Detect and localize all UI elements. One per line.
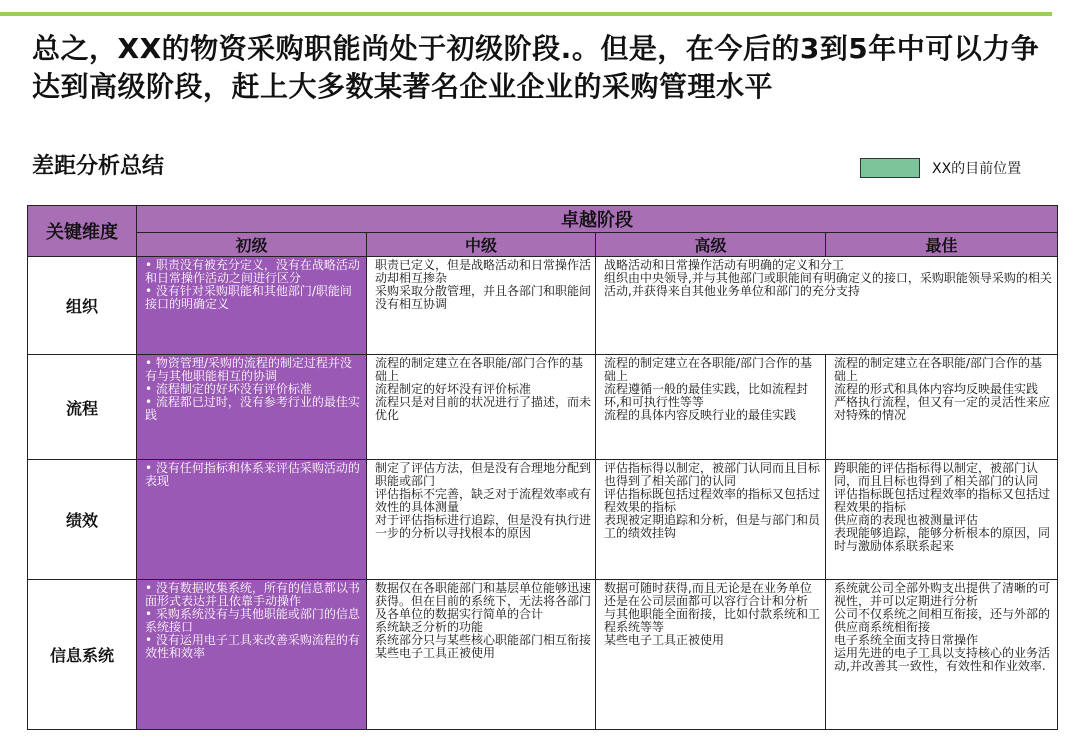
gap-analysis-table xyxy=(27,205,1058,730)
top-accent-line xyxy=(0,12,1052,16)
header-excellence-stage: 卓越阶段 xyxy=(137,206,1058,233)
cell-basic: • 没有任何指标和体系来评估采购活动的表现 xyxy=(137,460,367,580)
table-row-performance xyxy=(28,460,1058,580)
dimension-label: 绩效 xyxy=(28,460,137,580)
header-key-dimension: 关键维度 xyxy=(28,206,137,257)
dimension-label: 流程 xyxy=(28,355,137,460)
header-stage-basic: 初级 xyxy=(137,233,367,257)
cell-best: 系统就公司全部外购支出提供了清晰的可视性，并可以定期进行分析 公司不仅系统之间相互衔接，还与外部的供应商系统相衔接 电子系统全面支持日常操作 运用先进的电子工具以支持核心的业务活动,并改善其一致性，有效性和作业效率. xyxy=(826,580,1058,730)
cell-advanced: 评估指标得以制定，被部门认同而且目标也得到了相关部门的认同 评估指标既包括过程效率的指标又包括过程效果的指标 表现被定期追踪和分析，但是与部门和员工的绩效挂钩 xyxy=(596,460,826,580)
cell-advanced-best: 战略活动和日常操作活动有明确的定义和分工 组织由中央领导,并与其他部门或职能间有明确定义的接口，采购职能领导采购的相关活动,并获得来自其他业务单位和部门的充分支持 xyxy=(596,257,1058,355)
table-row-process xyxy=(28,355,1058,460)
dimension-label: 组织 xyxy=(28,257,137,355)
cell-intermediate: 制定了评估方法，但是没有合理地分配到职能或部门 评估指标不完善，缺乏对于流程效率或有效性的具体测量 对于评估指标进行追踪，但是没有执行进一步的分析以寻找根本的原因 xyxy=(367,460,596,580)
cell-intermediate: 流程的制定建立在各职能/部门合作的基础上 流程制定的好坏没有评价标准 流程只是对目前的状况进行了描述，而未优化 xyxy=(367,355,596,460)
page-subtitle: 差距分析总结 xyxy=(32,154,165,179)
cell-intermediate: 职责已定义，但是战略活动和日常操作活动却相互掺杂 采购采取分散管理，并且各部门和职能间没有相互协调 xyxy=(367,257,596,355)
cell-intermediate: 数据仅在各职能部门和基层单位能够迅速获得。但在目前的系统下，无法将各部门及各单位的数据实行简单的合计 系统缺乏分析的功能 系统部分只与某些核心职能部门相互衔接 某些电子工具正被使用 xyxy=(367,580,596,730)
page-title: 总之，XX的物资采购职能尚处于初级阶段.。但是，在今后的3到5年中可以力争达到高级阶段，赶上大多数某著名企业企业的采购管理水平 xyxy=(32,32,1040,103)
header-stage-intermediate: 中级 xyxy=(367,233,596,257)
cell-basic: • 没有数据收集系统，所有的信息都以书面形式表达并且依靠手动操作 • 采购系统没有与其他职能或部门的信息系统接口 • 没有运用电子工具来改善采购流程的有效性和效率 xyxy=(137,580,367,730)
dimension-label: 信息系统 xyxy=(28,580,137,730)
legend-label: XX的目前位置 xyxy=(932,161,1022,177)
cell-advanced: 数据可随时获得,而且无论是在业务单位还是在公司层面都可以容行合计和分析 与其他职能全面衔接，比如付款系统和工程系统等等 某些电子工具正被使用 xyxy=(596,580,826,730)
legend-swatch xyxy=(860,158,920,178)
cell-best: 跨职能的评估指标得以制定，被部门认同，而且目标也得到了相关部门的认同 评估指标既包括过程效率的指标又包括过程效果的指标 供应商的表现也被测量评估 表现能够追踪，能够分析根本的原因，同时与激励体系联系起来 xyxy=(826,460,1058,580)
header-stage-advanced: 高级 xyxy=(596,233,826,257)
legend xyxy=(860,158,1021,178)
header-stage-best: 最佳 xyxy=(826,233,1058,257)
cell-basic: • 物资管理/采购的流程的制定过程并没有与其他职能相互的协调 • 流程制定的好坏没有评价标准 • 流程都已过时，没有参考行业的最佳实践 xyxy=(137,355,367,460)
cell-basic: • 职责没有被充分定义，没有在战略活动和日常操作活动之间进行区分 • 没有针对采购职能和其他部门/职能间接口的明确定义 xyxy=(137,257,367,355)
table-row-organization xyxy=(28,257,1058,355)
cell-advanced: 流程的制定建立在各职能/部门合作的基础上 流程遵循一般的最佳实践，比如流程封环,和可执行性等等 流程的具体内容反映行业的最佳实践 xyxy=(596,355,826,460)
table-row-information-system xyxy=(28,580,1058,730)
cell-best: 流程的制定建立在各职能/部门合作的基础上 流程的形式和具体内容均反映最佳实践 严格执行流程，但又有一定的灵活性来应对特殊的情况 xyxy=(826,355,1058,460)
